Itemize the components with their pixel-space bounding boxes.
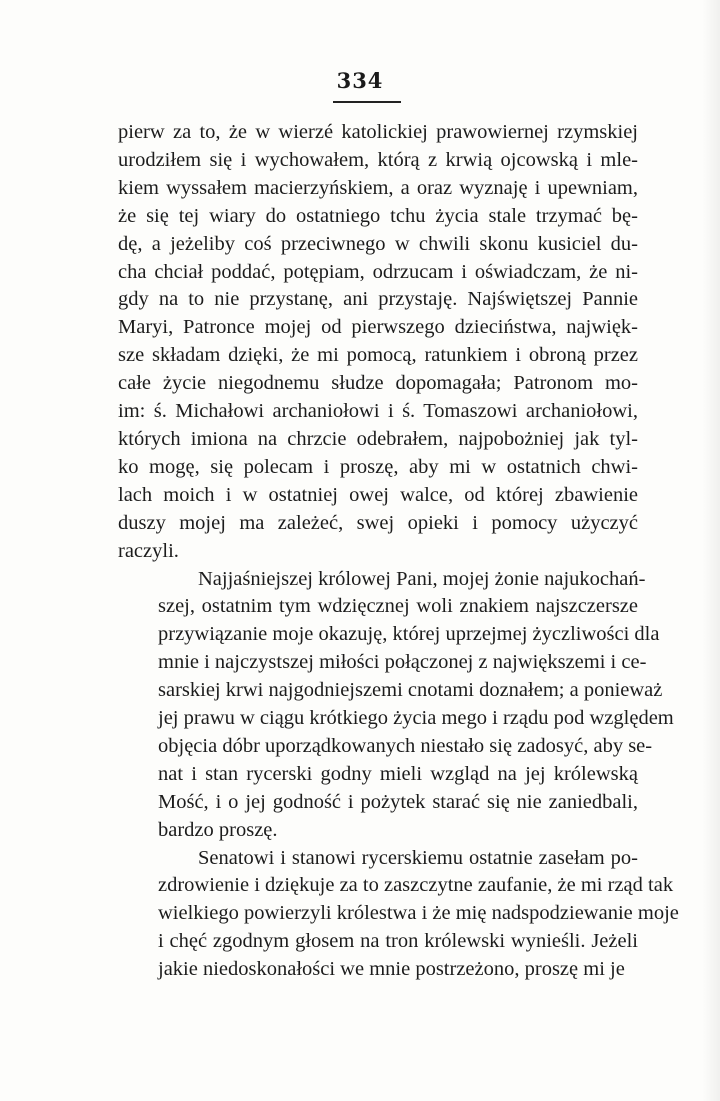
text-line: zdrowienie i dziękuje za to zaszczytne zaufanie, że mi rząd tak xyxy=(158,874,674,897)
text-line: Maryi, Patronce mojej od pierwszego dzieciństwa, najwięk- xyxy=(118,316,638,339)
text-line: raczyli. xyxy=(118,539,179,562)
text-line: szej, ostatnim tym wdzięcznej woli znakiem najszczersze xyxy=(158,595,638,618)
page-number: 334 xyxy=(336,68,384,93)
text-line: im: ś. Michałowi archaniołowi i ś. Tomaszowi archaniołowi, xyxy=(118,400,638,423)
text-line: kiem wyssałem macierzyńskiem, a oraz wyznaję i upewniam, xyxy=(118,176,638,199)
text-line: bardzo proszę. xyxy=(158,818,278,841)
text-line: sze składam dzięki, że mi pomocą, ratunkiem i obroną przez xyxy=(118,344,638,367)
text-line: dę, a jeżeliby coś przeciwnego w chwili skonu kusiciel du- xyxy=(118,232,638,255)
text-line: mnie i najczystszej miłości połączonej z największemi i ce- xyxy=(158,651,647,674)
text-line: objęcia dóbr uporządkowanych niestało się zadosyć, aby se- xyxy=(158,734,653,757)
text-line: ko mogę, się polecam i proszę, aby mi w ostatnich chwi- xyxy=(118,455,638,478)
text-line: Senatowi i stanowi rycerskiemu ostatnie zasełam po- xyxy=(198,846,638,869)
text-line: sarskiej krwi najgodniejszemi cnotami doznałem; a ponieważ xyxy=(158,679,663,702)
text-line: Mość, i o jej godność i pożytek starać się nie zaniedbali, xyxy=(158,790,638,813)
text-line: jakie niedoskonałości we mnie postrzeżono, proszę mi je xyxy=(158,958,625,981)
body-text xyxy=(118,119,679,984)
paragraph xyxy=(118,566,674,845)
text-line: urodziłem się i wychowałem, którą z krwią ojcowską i mle- xyxy=(118,148,638,171)
text-line: których imiona na chrzcie odebrałem, najpobożniej jak tyl- xyxy=(118,427,638,450)
text-line: lach moich i w ostatniej owej walce, od której zbawienie xyxy=(118,483,638,506)
text-line: Najjaśniejszej królowej Pani, mojej żonie najukochań- xyxy=(198,567,646,590)
text-line: duszy mojej ma zależeć, swej opieki i pomocy użyczyć xyxy=(118,511,638,534)
text-line: jej prawu w ciągu krótkiego życia mego i rządu pod względem xyxy=(158,707,674,730)
text-line: wielkiego powierzyli królestwa i że mię nadspodziewanie moje xyxy=(158,902,679,925)
text-line: że się tej wiary do ostatniego tchu życia stale trzymać bę- xyxy=(118,204,638,227)
page-number-rule xyxy=(333,101,401,103)
text-line: gdy na to nie przystanę, ani przystaję. Najświętszej Pannie xyxy=(118,288,638,311)
paragraph xyxy=(118,119,638,566)
text-line: całe życie niegodnemu słudze dopomagała; Patronom mo- xyxy=(118,372,638,395)
text-line: pierw za to, że w wierzé katolickiej prawowiernej rzymskiej xyxy=(118,121,638,143)
paragraph xyxy=(118,845,679,985)
text-line: nat i stan rycerski godny mieli wzgląd na jej królewską xyxy=(158,762,638,785)
text-line: cha chciał poddać, potępiam, odrzucam i oświadczam, że ni- xyxy=(118,260,638,283)
page-edge-shadow xyxy=(702,0,720,1101)
text-line: i chęć zgodnym głosem na tron królewski wynieśli. Jeżeli xyxy=(158,930,638,953)
text-line: przywiązanie moje okazuję, której uprzejmej życzliwości dla xyxy=(158,623,660,646)
